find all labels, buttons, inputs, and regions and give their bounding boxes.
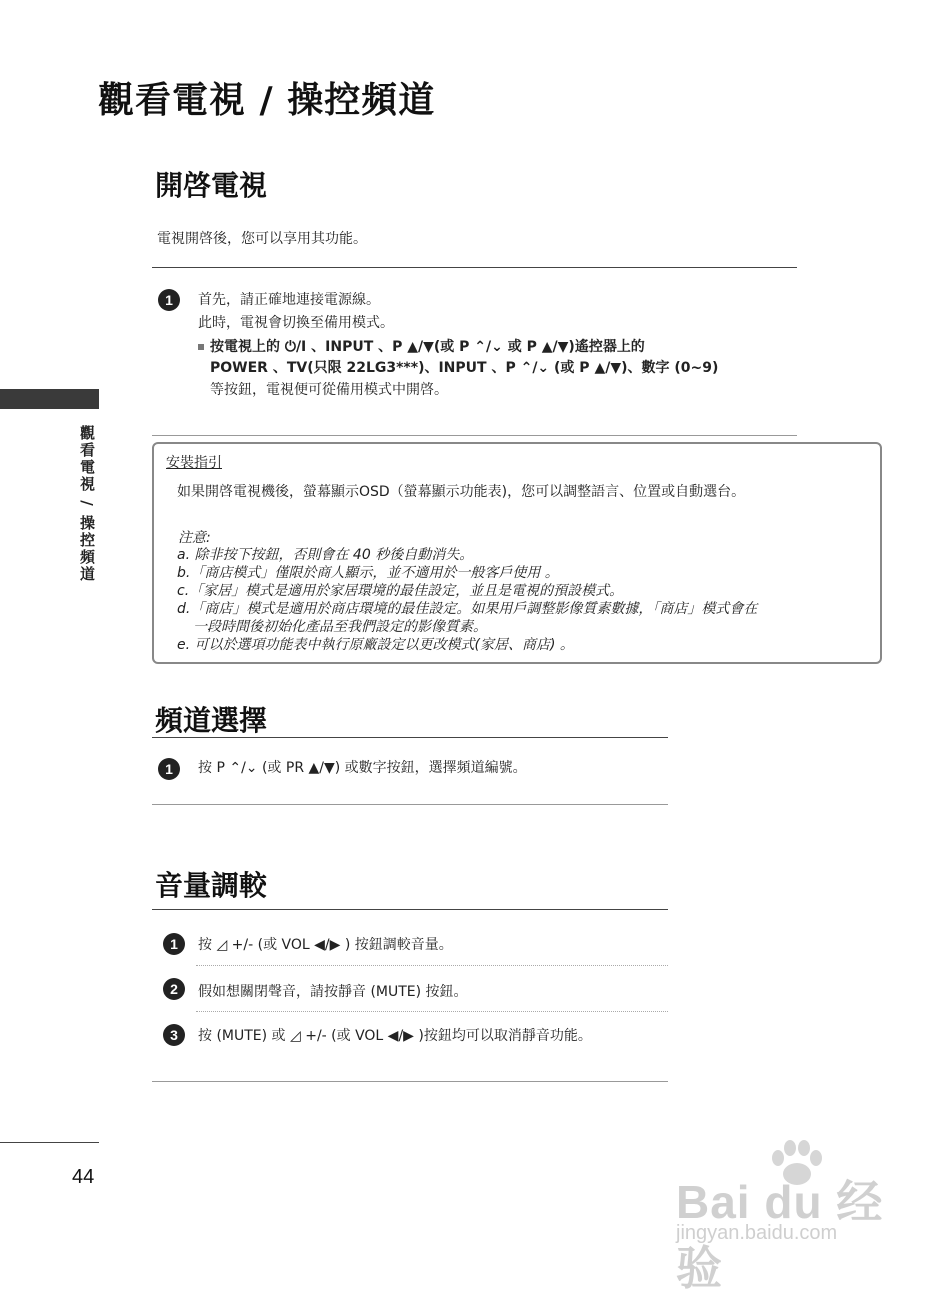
baidu-watermark	[672, 1140, 912, 1294]
divider	[152, 804, 668, 805]
install-guide-title: 安裝指引	[166, 455, 222, 471]
section-title-volume: 音量調較	[155, 869, 268, 902]
turn-on-step1-line1: 首先，請正確地連接電源線。	[198, 292, 380, 308]
volume-step2: 假如想關閉聲音，請按靜音 (MUTE) 按鈕。	[198, 984, 468, 1000]
turn-on-bullet-line2: POWER 、TV(只限 22LG3***)、INPUT 、P ⌃/⌄ (或 P ▲/▼)、數字 (0~9)	[210, 360, 719, 376]
note-c: c.「家居」模式是適用於家居環境的最佳設定，並且是電視的預設模式。	[177, 583, 624, 599]
volume-step3: 按 (MUTE) 或 ◿ +/- (或 VOL ◀/▶ )按鈕均可以取消靜音功能。	[198, 1028, 592, 1044]
page-number: 44	[72, 1166, 95, 1188]
watermark-url: jingyan.baidu.com	[676, 1222, 838, 1244]
divider	[152, 267, 797, 268]
side-tab-marker	[0, 389, 99, 409]
divider	[152, 909, 668, 910]
channel-step1: 按 P ⌃/⌄ (或 PR ▲/▼) 或數字按鈕，選擇頻道編號。	[198, 760, 527, 776]
note-a: a. 除非按下按鈕，否則會在 40 秒後自動消失。	[177, 547, 474, 563]
turn-on-intro: 電視開啓後，您可以享用其功能。	[157, 231, 367, 247]
step-number-1: 1	[163, 933, 185, 955]
step-number-1: 1	[158, 758, 180, 780]
bullet-square-icon	[198, 344, 204, 350]
volume-step1: 按 ◿ +/- (或 VOL ◀/▶ ) 按鈕調較音量。	[198, 937, 453, 953]
divider	[152, 435, 797, 436]
turn-on-bullet-line3: 等按鈕，電視便可從備用模式中開啓。	[210, 382, 448, 398]
section-title-channel: 頻道選擇	[155, 704, 268, 737]
step-number-1: 1	[158, 289, 180, 311]
turn-on-step1-bullet	[198, 337, 645, 357]
page-title: 觀看電視 / 操控頻道	[98, 80, 436, 121]
turn-on-bullet-line1: 按電視上的 ⏻/I 、INPUT 、P ▲/▼(或 P ⌃/⌄ 或 P ▲/▼)遙控器上的	[210, 339, 645, 355]
step-number-2: 2	[163, 978, 185, 1000]
note-d: d.「商店」模式是適用於商店環境的最佳設定。如果用戶調整影像質素數據，「商店」模式會在	[177, 601, 758, 617]
note-d-cont: 一段時間後初始化產品至我們設定的影像質素。	[193, 619, 487, 635]
install-guide-text: 如果開啓電視機後，螢幕顯示OSD（螢幕顯示功能表)，您可以調整語言、位置或自動選台。	[177, 484, 746, 500]
note-b: b.「商店模式」僅限於商人顯示，並不適用於一般客戶使用 。	[177, 565, 559, 581]
note-e: e. 可以於選項功能表中執行原廠設定以更改模式(家居、商店) 。	[177, 637, 574, 653]
turn-on-step1-line2: 此時，電視會切換至備用模式。	[198, 315, 394, 331]
footer-rule	[0, 1142, 99, 1143]
step-number-3: 3	[163, 1024, 185, 1046]
section-title-turn-on: 開啓電視	[155, 169, 268, 202]
dotted-divider	[196, 965, 668, 966]
watermark-logo: Bai du 经验	[676, 1176, 884, 1294]
divider	[152, 737, 668, 738]
divider	[152, 1081, 668, 1082]
side-chapter-label: 觀看電視 / 操控頻道	[78, 425, 96, 583]
note-title: 注意:	[178, 530, 211, 546]
dotted-divider	[196, 1011, 668, 1012]
